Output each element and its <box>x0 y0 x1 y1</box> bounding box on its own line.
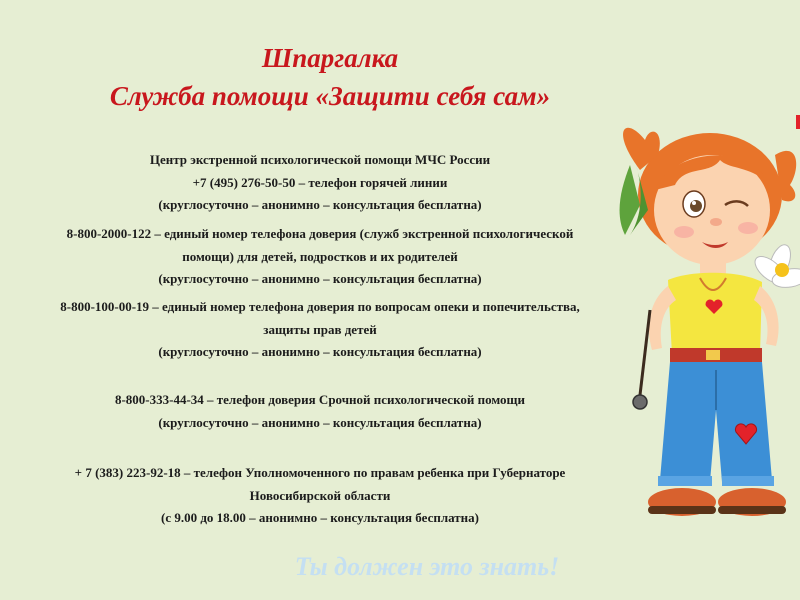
helpline-block-trust-phone <box>5 223 635 291</box>
helpline-block-ombudsman <box>0 462 640 530</box>
helpline-line: (круглосуточно – анонимно – консультация бесплатна) <box>158 344 482 359</box>
helpline-line: защиты прав детей <box>263 321 377 337</box>
helpline-line: (круглосуточно – анонимно – консультация бесплатна) <box>158 271 482 286</box>
cartoon-girl-illustration <box>600 110 800 530</box>
helpline-line: +7 (495) 276-50-50 – телефон горячей линии <box>192 174 448 190</box>
helpline-line: 8-800-2000-122 – единый номер телефона доверия (служб экстренной психологической <box>66 226 574 241</box>
helpline-line: (круглосуточно – анонимно – консультация бесплатна) <box>158 197 482 212</box>
helpline-line: помощи) для детей, подростков и их родителей <box>182 248 458 264</box>
helpline-line: 8-800-100-00-19 – единый номер телефона доверия по вопросам опеки и попечительства, <box>60 299 580 314</box>
helpline-line: 8-800-333-44-34 – телефон доверия Срочной психологической помощи <box>114 392 526 407</box>
helpline-line: (с 9.00 до 18.00 – анонимно – консультация бесплатна) <box>161 510 479 525</box>
helpline-line: + 7 (383) 223-92-18 – телефон Уполномоченного по правам ребенка при Губернаторе <box>74 465 566 480</box>
slide-title: Шпаргалка <box>261 43 399 73</box>
helpline-block-urgent <box>0 389 640 434</box>
helpline-block-mchs <box>0 149 640 217</box>
helpline-block-guardianship <box>0 296 640 364</box>
helpline-line: (круглосуточно – анонимно – консультация бесплатна) <box>158 414 482 430</box>
helpline-line: Центр экстренной психологической помощи МЧС России <box>149 152 491 167</box>
helpline-line: Новосибирской области <box>249 487 391 503</box>
footer-slogan: Ты должен это знать! <box>294 552 560 581</box>
slide-subtitle: Служба помощи «Защити себя сам» <box>109 81 551 111</box>
